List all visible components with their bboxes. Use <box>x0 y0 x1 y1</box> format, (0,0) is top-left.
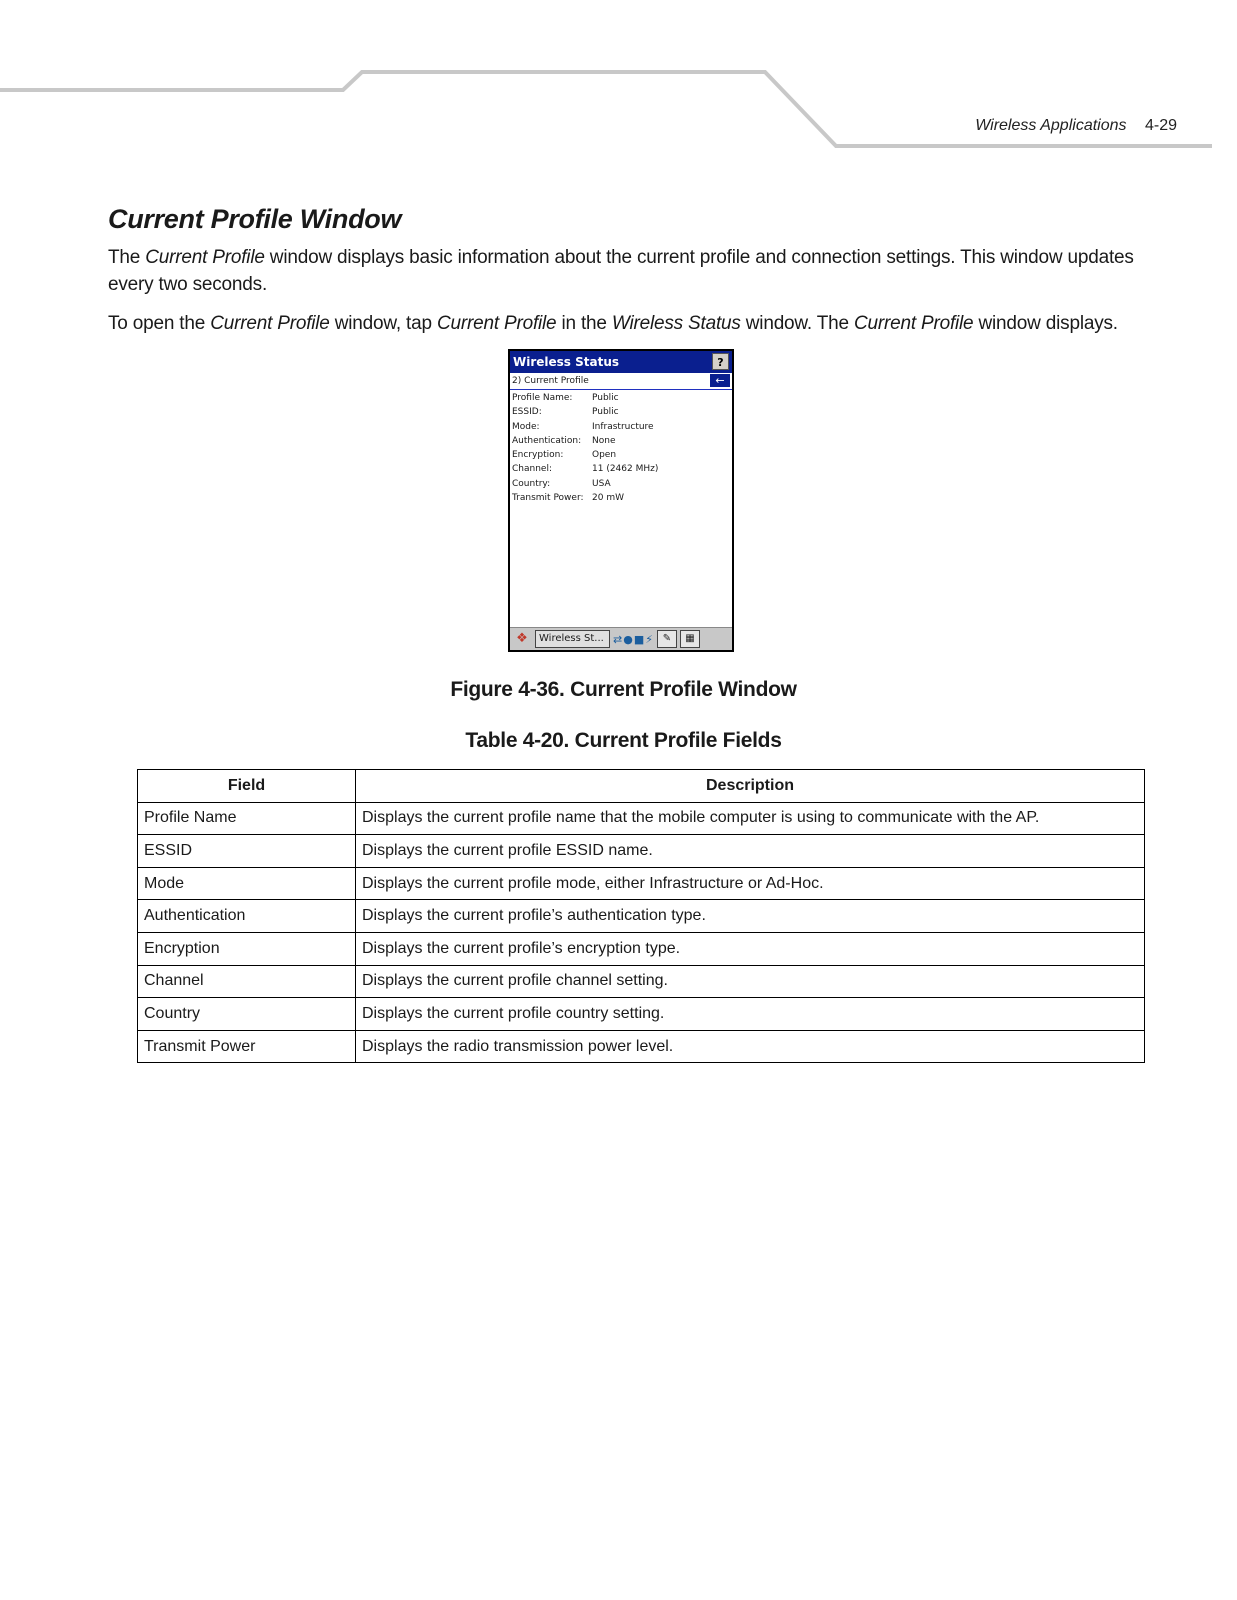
figure-caption: Figure 4-36. Current Profile Window <box>450 678 797 701</box>
description-cell: Displays the current profile’s authentication type. <box>356 900 1145 933</box>
device-row: Country: USA <box>512 478 611 489</box>
back-arrow-icon[interactable]: ← <box>710 374 730 387</box>
table-row <box>138 802 1145 835</box>
table-row <box>138 965 1145 998</box>
device-screenshot <box>508 349 734 652</box>
device-row: Channel: 11 (2462 MHz) <box>512 464 659 475</box>
table-row <box>138 998 1145 1031</box>
device-window-title: Wireless Status <box>513 355 620 369</box>
description-cell: Displays the radio transmission power level. <box>356 1030 1145 1063</box>
table-row <box>138 1030 1145 1063</box>
section-title: Current Profile Window <box>108 204 402 234</box>
table-header-row <box>138 770 1145 803</box>
device-row: Encryption: Open <box>512 450 617 461</box>
device-taskbar <box>510 627 732 650</box>
taskbar-task-button[interactable]: Wireless St... <box>535 630 610 648</box>
description-cell: Displays the current profile’s encryption type. <box>356 932 1145 965</box>
description-cell: Displays the current profile channel setting. <box>356 965 1145 998</box>
device-row: Transmit Power: 20 mW <box>512 493 624 504</box>
field-cell: Channel <box>138 965 356 998</box>
field-cell: Profile Name <box>138 802 356 835</box>
instruction-paragraph: To open the Current Profile window, tap Current Profile in the Wireless Status window. The Current Profile window displays. <box>108 313 1118 334</box>
table-row <box>138 867 1145 900</box>
table-row <box>138 835 1145 868</box>
device-row: Profile Name: Public <box>512 393 619 403</box>
start-flag-icon[interactable]: ❖ <box>516 631 528 646</box>
description-cell: Displays the current profile mode, either Infrastructure or Ad-Hoc. <box>356 867 1145 900</box>
device-profile-list <box>510 390 732 506</box>
help-button[interactable]: ? <box>712 353 729 370</box>
field-cell: Encryption <box>138 932 356 965</box>
device-titlebar <box>510 351 732 373</box>
keyboard-icon[interactable]: ▦ <box>680 630 700 648</box>
field-cell: Transmit Power <box>138 1030 356 1063</box>
running-head-title: Wireless Applications <box>975 117 1127 134</box>
table-row <box>138 932 1145 965</box>
running-head <box>975 117 1177 135</box>
description-cell: Displays the current profile country setting. <box>356 998 1145 1031</box>
field-cell: ESSID <box>138 835 356 868</box>
device-row: Mode: Infrastructure <box>512 421 654 432</box>
table-caption: Table 4-20. Current Profile Fields <box>465 729 782 752</box>
description-cell: Displays the current profile ESSID name. <box>356 835 1145 868</box>
field-cell: Country <box>138 998 356 1031</box>
system-tray-icons[interactable]: ⇄●■⚡ <box>613 632 654 646</box>
field-cell: Authentication <box>138 900 356 933</box>
header-rule <box>0 0 1237 160</box>
device-subheader <box>510 373 732 390</box>
column-header: Description <box>356 770 1145 803</box>
intro-paragraph: The Current Profile window displays basic information about the current profile and connection settings. This window updates every two seconds. <box>108 247 1134 295</box>
device-row: Authentication: None <box>512 435 616 446</box>
table-row <box>138 900 1145 933</box>
column-header: Field <box>138 770 356 803</box>
description-cell: Displays the current profile name that the mobile computer is using to communicate with the AP. <box>356 802 1145 835</box>
fields-table <box>137 769 1145 1063</box>
device-row: ESSID: Public <box>512 407 619 418</box>
field-cell: Mode <box>138 867 356 900</box>
device-subheader-label: 2) Current Profile <box>512 376 589 386</box>
signal-icon[interactable]: ✎ <box>657 630 677 648</box>
page-number: 4-29 <box>1144 117 1177 134</box>
